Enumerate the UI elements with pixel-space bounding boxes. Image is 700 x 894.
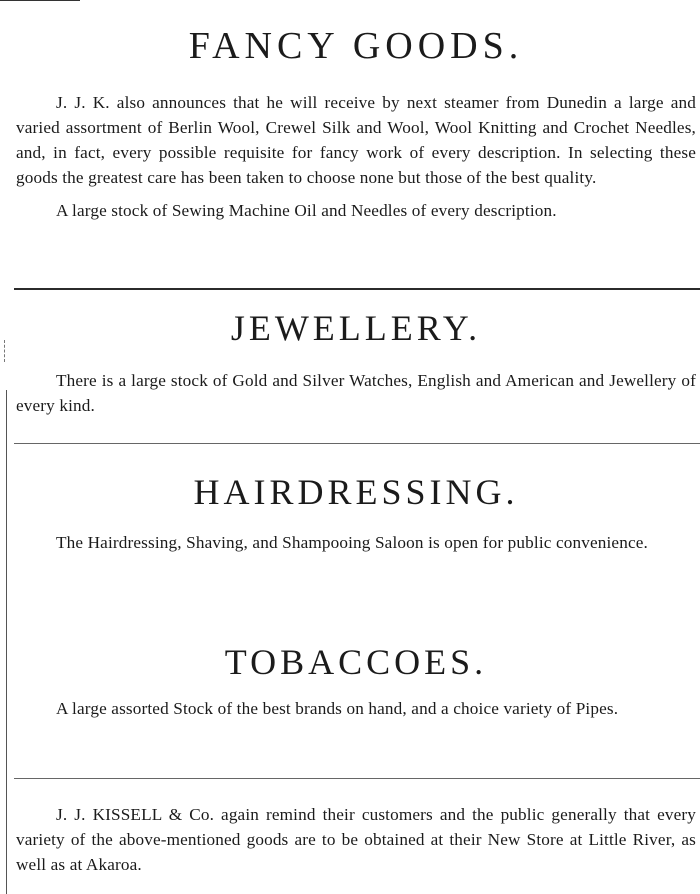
jewellery-heading: JEWELLERY. xyxy=(230,308,482,348)
jewellery-section xyxy=(16,306,696,418)
tobaccoes-section xyxy=(16,640,696,721)
sewing-machine-paragraph: A large stock of Sewing Machine Oil and Needles of every description. xyxy=(56,201,557,220)
left-border-rule xyxy=(6,390,7,894)
top-border-rule xyxy=(0,0,80,1)
hairdressing-heading: HAIRDRESSING. xyxy=(193,472,519,512)
section-divider xyxy=(14,778,700,779)
section-divider xyxy=(14,443,700,444)
section-divider-thick xyxy=(14,288,700,290)
jewellery-paragraph: There is a large stock of Gold and Silver Watches, English and American and Jewellery of every kind. xyxy=(16,371,696,415)
closing-notice-section xyxy=(16,802,696,877)
left-margin-mark xyxy=(4,340,5,362)
fancy-goods-section xyxy=(16,24,696,223)
fancy-goods-heading: FANCY GOODS. xyxy=(188,25,524,67)
fancy-goods-paragraph: J. J. K. also announces that he will receive by next steamer from Dunedin a large and varied assortment of Berlin Wool, Crewel Silk and Wool, Wool Knitting and Crochet Needles, and, in fact, every possible requisite for fancy work of every description. In selecting these goods the greatest care has been taken to choose none but those of the best quality. xyxy=(16,93,696,187)
tobaccoes-heading: TOBACCOES. xyxy=(224,642,488,682)
hairdressing-section xyxy=(16,470,696,555)
tobaccoes-paragraph: A large assorted Stock of the best brands on hand, and a choice variety of Pipes. xyxy=(56,699,619,718)
hairdressing-paragraph: The Hairdressing, Shaving, and Shampooing Saloon is open for public convenience. xyxy=(56,533,648,552)
closing-notice-paragraph: J. J. KISSELL & Co. again remind their customers and the public generally that every variety of the above-mentioned goods are to be obtained at their New Store at Little River, as well as at Akaroa. xyxy=(16,805,696,874)
